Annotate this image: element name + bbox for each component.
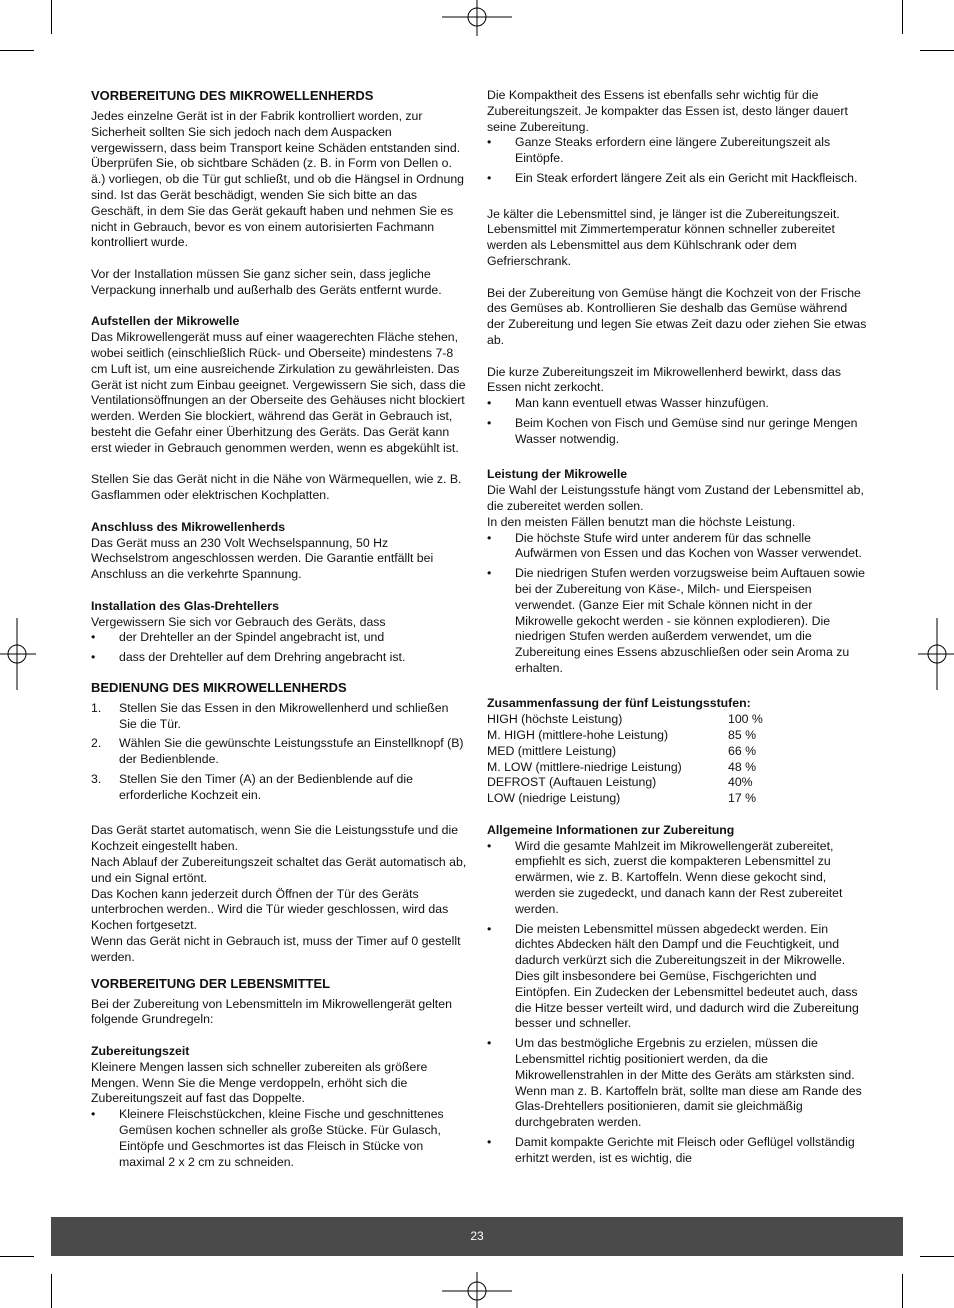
paragraph: Je kälter die Lebensmittel sind, je länger ist die Zubereitungszeit. Lebensmittel mit Zimmertemperatur können schneller zubereitet werden als Lebensmittel aus dem Kühlschrank oder dem Gefrierschrank. <box>487 206 840 268</box>
paragraph: Kleinere Mengen lassen sich schneller zubereiten als größere Mengen. Wenn Sie die Menge verdoppeln, erhöht sich die Zubereitungszeit auf fast das Doppelte. <box>91 1059 428 1106</box>
numbered-list <box>91 701 469 804</box>
section-title: VORBEREITUNG DER LEBENSMITTEL <box>91 975 331 991</box>
level-label: HIGH (höchste Leistung) <box>487 712 623 727</box>
list-item: • Man kann eventuell etwas Wasser hinzufügen. <box>487 396 867 412</box>
paragraph: Das Gerät startet automatisch, wenn Sie die Leistungsstufe und die Kochzeit eingestellt haben. <box>91 823 459 854</box>
table-row <box>487 775 763 791</box>
paragraph: Die Kompaktheit des Essens ist ebenfalls sehr wichtig für die Zubereitungszeit. Je kompakter das Essen ist, desto länger dauert seine Zubereitung. <box>487 88 848 134</box>
crop-mark <box>51 0 52 34</box>
list-item-text: Stellen Sie das Essen in den Mikrowellenherd und schließen Sie die Tür. <box>119 700 449 731</box>
list-item: • Ein Steak erfordert längere Zeit als ein Gericht mit Hackfleisch. <box>487 171 867 187</box>
section-title: VORBEREITUNG DES MIKROWELLENHERDS <box>91 88 374 103</box>
list-item: • Die meisten Lebensmittel müssen abgedeckt werden. Ein dichtes Abdecken hält den Dampf und die Feuchtigkeit, und dadurch verkürzt sich die Zubereitungszeit in der Mikrowelle. Dies gilt insbesondere bei Gemüse, Fischgerichten und Eintöpfen. Ein Zudecken der Lebensmittel bedeutet auch, dass die Hitze besser verteilt wird, und dadurch wird die Zubereitung besser und schneller. <box>487 922 867 1033</box>
bullet-list <box>487 839 867 1167</box>
level-value: 100 % <box>728 712 763 727</box>
subsection-title: Zusammenfassung der fünf Leistungsstufen: <box>487 696 751 711</box>
subsection-title: Anschluss des Mikrowellenherds <box>91 519 286 534</box>
paragraph: Das Gerät muss an 230 Volt Wechselspannung, 50 Hz Wechselstrom angeschlossen werden. Die Garantie entfällt bei Anschluss an die verkehrte Spannung. <box>91 535 434 582</box>
subsection-title: Allgemeine Informationen zur Zubereitung <box>487 822 735 837</box>
footer-bar <box>51 1217 903 1256</box>
paragraph: Vergewissern Sie sich vor Gebrauch des Geräts, dass <box>91 614 386 629</box>
subsection-title: Zubereitungszeit <box>91 1044 190 1059</box>
list-item: • Die höchste Stufe wird unter anderem für das schnelle Aufwärmen von Essen und das Kochen von Wasser verwendet. <box>487 531 867 563</box>
bullet-list <box>91 630 469 666</box>
list-item: • der Drehteller an der Spindel angebracht ist, und <box>91 630 469 646</box>
page-number: 23 <box>470 1229 484 1243</box>
list-item: • Um das bestmögliche Ergebnis zu erzielen, müssen die Lebensmittel richtig positioniert werden, da die Mikrowellenstrahlen in der Mitte des Geräts am stärksten sind. Wenn man z. B. Kartoffeln brät, sollte man diese am Rande des Glas-Drehtellers positionieren, damit sie gleichmäßig durchgebraten werden. <box>487 1036 867 1131</box>
crop-mark <box>902 1274 903 1308</box>
right-column <box>487 88 867 1171</box>
power-levels-table <box>487 712 763 807</box>
list-item: • Ganze Steaks erfordern eine längere Zubereitungszeit als Eintöpfe. <box>487 135 867 167</box>
level-label: M. LOW (mittlere-niedrige Leistung) <box>487 759 682 774</box>
section-title: BEDIENUNG DES MIKROWELLENHERDS <box>91 679 347 695</box>
crop-mark <box>51 1274 52 1308</box>
bullet-list <box>487 135 867 186</box>
crop-mark <box>0 50 34 51</box>
left-column <box>91 88 469 1174</box>
paragraph: Jedes einzelne Gerät ist in der Fabrik kontrolliert worden, zur Sicherheit sollten Sie sich jedoch nach dem Auspacken vergewissern, dass beim Transport keine Schäden entstanden sind. Überprüfen Sie, ob sichtbare Schäden (z. B. in Form von Dellen o. ä.) vorliegen, ob die Tür gut schließt, und ob die Hängsel in Ordnung sind. Ist das Gerät beschädigt, wenden Sie sich bitte an das Geschäft, in dem Sie das Gerät gekauft haben und nehmen Sie es nicht in Gebrauch, bevor es von einem autorisierten Fachmann kontrolliert wurde. <box>91 109 465 250</box>
level-label: M. HIGH (mittlere-hohe Leistung) <box>487 728 669 743</box>
table-row <box>487 744 763 760</box>
level-label: DEFROST (Auftauen Leistung) <box>487 775 657 790</box>
list-item <box>91 701 469 733</box>
paragraph: Das Kochen kann jederzeit durch Öffnen der Tür des Geräts unterbrochen werden.. Wird die Tür wieder geschlossen, wird das Kochen fortgesetzt. <box>91 886 449 933</box>
list-item: • dass der Drehteller auf dem Drehring angebracht ist. <box>91 650 469 666</box>
paragraph: Die kurze Zubereitungszeit im Mikrowellenherd bewirkt, dass das Essen nicht zerkocht. <box>487 364 842 395</box>
paragraph: Die Wahl der Leistungsstufe hängt vom Zustand der Lebensmittel ab, die zubereitet werden sollen. <box>487 483 864 513</box>
list-item: • Die niedrigen Stufen werden vorzugsweise beim Auftauen sowie bei der Zubereitung von Käse-, Milch- und Eierspeisen verwendet. (Ganze Eier mit Schale können nicht in der Mikrowelle gekocht werden - sie können explodieren). Die niedrigen Stufen werden außerdem verwendet, um die Zubereitung eines Essens abzuschließen oder sein Aroma zu erhalten. <box>487 566 867 677</box>
level-value: 48 % <box>728 759 757 774</box>
crop-mark <box>920 50 954 51</box>
bullet-list <box>91 1107 469 1170</box>
level-value: 85 % <box>728 728 757 743</box>
list-item <box>91 772 469 804</box>
subsection-title: Installation des Glas-Drehtellers <box>91 598 279 613</box>
paragraph: Nach Ablauf der Zubereitungszeit schaltet das Gerät automatisch ab, und ein Signal ertönt. <box>91 855 467 885</box>
level-label: LOW (niedrige Leistung) <box>487 791 621 806</box>
paragraph: Wenn das Gerät nicht in Gebrauch ist, muss der Timer auf 0 gestellt werden. <box>91 934 461 964</box>
registration-mark-right <box>918 618 954 690</box>
table-row <box>487 728 763 744</box>
list-number: 3. <box>91 772 102 787</box>
list-item: • Beim Kochen von Fisch und Gemüse sind nur geringe Mengen Wasser notwendig. <box>487 416 867 448</box>
paragraph: Bei der Zubereitung von Lebensmitteln im Mikrowellengerät gelten folgende Grundregeln: <box>91 996 452 1027</box>
list-item-text: Wählen Sie die gewünschte Leistungsstufe an Einstellknopf (B) der Bedienblende. <box>119 736 464 767</box>
registration-mark-bottom <box>442 1272 512 1308</box>
table-row <box>487 791 763 807</box>
list-item-text: Stellen Sie den Timer (A) an der Bedienblende auf die erforderliche Kochzeit ein. <box>119 772 413 802</box>
level-value: 40% <box>728 775 753 790</box>
paragraph: Das Mikrowellengerät muss auf einer waagerechten Fläche stehen, wobei seitlich (einschließlich Rück- und Oberseite) mindestens 7-8 cm Luft ist, um eine ausreichende Zirkulation zu gewährleisten. Das Gerät ist nicht zum Einbau geeignet. Vergewissern Sie sich, dass die Ventilationsöffnungen an der Oberseite des Gehäuses nicht blockiert werden. Werden Sie blockiert, während das Gerät in Gebrauch ist, besteht die Gefahr einer Überhitzung des Geräts. Das Gerät kann erst wieder in Gebrauch genommen werden, wenn es abgekühlt ist. <box>91 330 466 455</box>
level-label: MED (mittlere Leistung) <box>487 743 617 758</box>
bullet-list <box>487 531 867 677</box>
registration-mark-left <box>0 618 36 690</box>
paragraph: Stellen Sie das Gerät nicht in die Nähe von Wärmequellen, wie z. B. Gasflammen oder elektrischen Kochplatten. <box>91 472 462 503</box>
subsection-title: Leistung der Mikrowelle <box>487 467 628 482</box>
list-number: 1. <box>91 700 102 715</box>
table-row <box>487 760 763 776</box>
subsection-title: Aufstellen der Mikrowelle <box>91 314 240 329</box>
level-value: 66 % <box>728 743 757 758</box>
paragraph: Bei der Zubereitung von Gemüse hängt die Kochzeit von der Frische des Gemüses ab. Kontrollieren Sie deshalb das Gemüse während der Zubereitung und legen Sie etwas Zeit dazu oder ziehen Sie etwas ab. <box>487 285 867 347</box>
paragraph: In den meisten Fällen benutzt man die höchste Leistung. <box>487 514 796 529</box>
bullet-list <box>487 396 867 447</box>
list-item: • Kleinere Fleischstückchen, kleine Fische und geschnittenes Gemüsen kochen schneller als große Stücke. Für Gulasch, Eintöpfe und Geschmortes ist das Fleisch in Stücke von maximal 2 x 2 cm zu schneiden. <box>91 1107 469 1170</box>
crop-mark <box>0 1256 34 1257</box>
list-item: • Damit kompakte Gerichte mit Fleisch oder Geflügel vollständig erhitzt werden, ist es wichtig, die <box>487 1135 867 1167</box>
list-item <box>91 736 469 768</box>
level-value: 17 % <box>728 791 757 806</box>
paragraph: Vor der Installation müssen Sie ganz sicher sein, dass jegliche Verpackung innerhalb und außerhalb des Geräts entfernt wurde. <box>91 266 442 297</box>
list-number: 2. <box>91 736 102 751</box>
crop-mark <box>902 0 903 34</box>
table-row <box>487 712 763 728</box>
list-item: • Wird die gesamte Mahlzeit im Mikrowellengerät zubereitet, empfiehlt es sich, zuerst die kompakteren Lebensmittel zu erwärmen, wie z. B. Kartoffeln. Wenn diese gekocht sind, werden sie zugedeckt, und danach kann der Rest zubereitet werden. <box>487 839 867 918</box>
crop-mark <box>920 1256 954 1257</box>
registration-mark-top <box>442 0 512 36</box>
